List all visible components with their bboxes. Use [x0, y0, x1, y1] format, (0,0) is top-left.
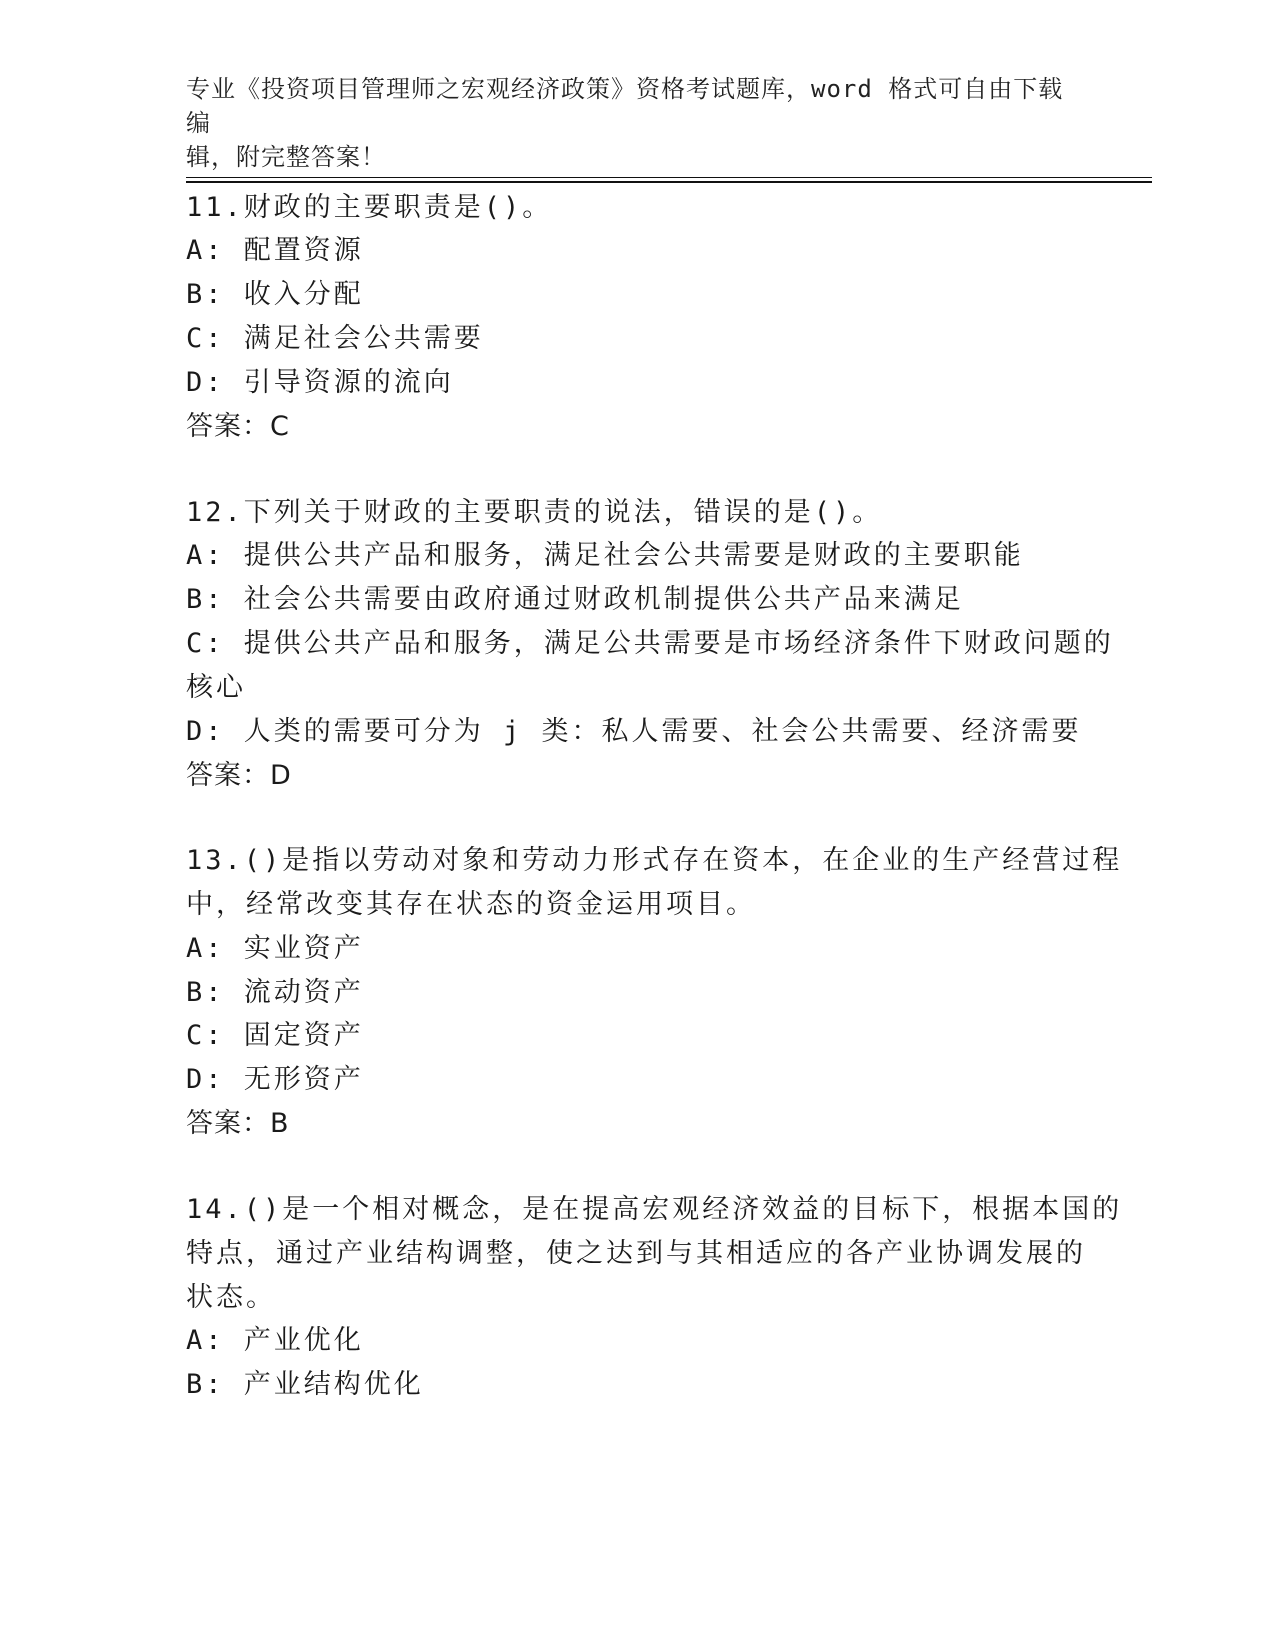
question-11-option-d: D: 引导资源的流向: [186, 367, 454, 398]
question-14-option-a: A: 产业优化: [186, 1325, 364, 1356]
question-13-stem-2: 中，经常改变其存在状态的资金运用项目。: [186, 889, 756, 920]
question-12-option-a: A: 提供公共产品和服务，满足社会公共需要是财政的主要职能: [186, 540, 1024, 571]
question-14-stem-3: 状态。: [186, 1282, 276, 1313]
header-line-1: 专业《投资项目管理师之宏观经济政策》资格考试题库，word 格式可自由下载编: [186, 75, 1064, 137]
question-11-option-a: A: 配置资源: [186, 235, 364, 266]
question-12-option-c-cont: 核心: [186, 672, 246, 703]
question-12-option-d: D: 人类的需要可分为 j 类：私人需要、社会公共需要、经济需要: [186, 716, 1082, 747]
question-11-answer: 答案：C: [186, 411, 290, 442]
question-11-option-c: C: 满足社会公共需要: [186, 323, 484, 354]
question-13-answer: 答案：B: [186, 1108, 290, 1139]
document-header: [186, 72, 1086, 174]
question-12-option-b: B: 社会公共需要由政府通过财政机制提供公共产品来满足: [186, 584, 964, 615]
header-divider-thin: [186, 177, 1152, 178]
question-13-stem-1: 13.()是指以劳动对象和劳动力形式存在资本，在企业的生产经营过程: [186, 845, 1123, 876]
question-12-stem: 12.下列关于财政的主要职责的说法，错误的是()。: [186, 497, 883, 528]
header-divider-thick: [186, 181, 1152, 183]
question-11-stem: 11.财政的主要职责是()。: [186, 192, 553, 223]
question-14-option-b: B: 产业结构优化: [186, 1369, 424, 1400]
question-12-option-c: C: 提供公共产品和服务，满足公共需要是市场经济条件下财政问题的: [186, 628, 1114, 659]
question-13-option-b: B: 流动资产: [186, 977, 364, 1008]
header-line-2: 辑，附完整答案！: [186, 143, 386, 171]
question-14-stem-1: 14.()是一个相对概念，是在提高宏观经济效益的目标下，根据本国的: [186, 1194, 1123, 1225]
question-13-option-d: D: 无形资产: [186, 1064, 364, 1095]
question-13-option-a: A: 实业资产: [186, 933, 364, 964]
question-11-option-b: B: 收入分配: [186, 279, 364, 310]
question-12-answer: 答案：D: [186, 760, 292, 791]
question-14-stem-2: 特点，通过产业结构调整，使之达到与其相适应的各产业协调发展的: [186, 1238, 1086, 1269]
question-13-option-c: C: 固定资产: [186, 1020, 364, 1051]
